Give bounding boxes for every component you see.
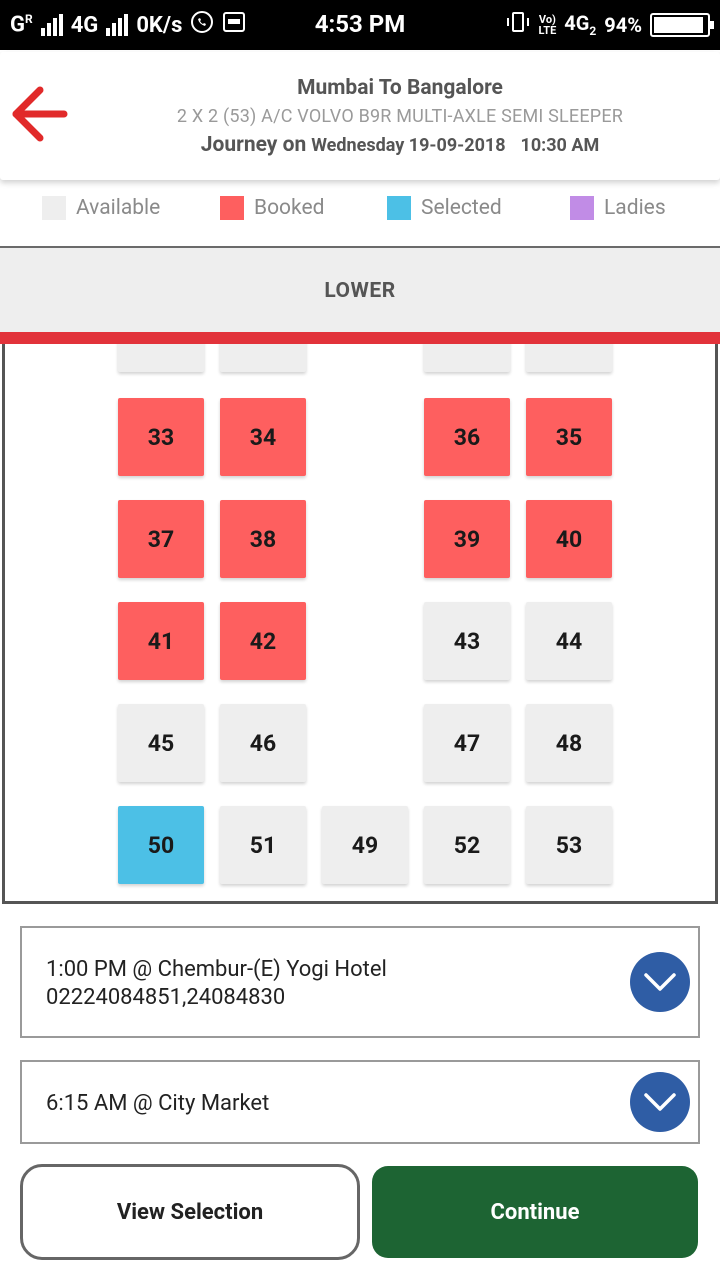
seat-legend [0,196,720,240]
seat[interactable]: 35 [526,398,612,476]
status-bar-right [505,10,710,39]
arrow-left-icon [10,84,70,144]
seat[interactable]: 47 [424,704,510,782]
legend-available [42,196,160,220]
seat[interactable]: 41 [118,602,204,680]
seat[interactable] [424,344,510,372]
battery-percent: 94% [604,12,642,37]
network-label: $G^R$ [10,12,33,38]
legend-booked [220,196,324,220]
seat[interactable]: 36 [424,398,510,476]
legend-swatch [570,196,594,220]
journey-time: 10:30 AM [520,135,600,156]
route-title: Mumbai To Bangalore [297,76,503,100]
seat[interactable] [526,344,612,372]
chevron-down-icon [643,972,677,992]
seat[interactable]: 52 [424,806,510,884]
seat-map[interactable] [2,344,718,904]
volte-indicator: Vo) LTE [538,12,557,37]
network-type: 4G [70,12,99,38]
boarding-dropdown-button[interactable] [630,952,690,1012]
legend-swatch [220,196,244,220]
bus-type: 2 X 2 (53) A/C VOLVO B9R MULTI-AXLE SEMI SLEEPER [176,106,624,127]
seat[interactable] [118,344,204,372]
tab-lower-deck[interactable]: LOWER [0,248,720,334]
status-bar [0,0,720,50]
seat[interactable]: 45 [118,704,204,782]
seat[interactable]: 50 [118,806,204,884]
tab-indicator [0,332,720,344]
seat[interactable]: 48 [526,704,612,782]
battery-icon [650,13,710,37]
seat[interactable]: 46 [220,704,306,782]
clock: 4:53 PM [314,10,406,38]
legend-ladies [570,196,666,220]
journey-label: Journey on [200,133,307,157]
journey-info [80,132,720,157]
seat[interactable]: 51 [220,806,306,884]
legend-swatch [387,196,411,220]
legend-label: Selected [421,196,502,220]
dropping-point-line1: 6:15 AM @ City Market [46,1091,270,1116]
legend-swatch [42,196,66,220]
seat[interactable]: 40 [526,500,612,578]
dropping-point-select[interactable] [20,1060,700,1144]
view-selection-button[interactable]: View Selection [20,1164,360,1260]
seat[interactable]: 43 [424,602,510,680]
seat[interactable]: 49 [322,806,408,884]
boarding-point-line1: 1:00 PM @ Chembur-(E) Yogi Hotel [46,957,387,982]
seat[interactable] [220,344,306,372]
seat[interactable]: 33 [118,398,204,476]
data-speed: 0K/s [136,12,183,38]
continue-button[interactable]: Continue [372,1166,698,1258]
trip-header [0,52,720,180]
seat[interactable]: 53 [526,806,612,884]
journey-date: Wednesday 19-09-2018 [311,135,506,156]
boarding-point-select[interactable] [20,926,700,1038]
legend-label: Booked [254,196,325,220]
chevron-down-icon [643,1092,677,1112]
seat[interactable]: 42 [220,602,306,680]
boarding-point-text [46,956,387,1012]
seat[interactable]: 34 [220,398,306,476]
seat[interactable]: 44 [526,602,612,680]
seat[interactable]: 39 [424,500,510,578]
vibrate-icon [505,10,531,39]
network-type-right: $4G_2$ [564,11,597,38]
legend-selected [387,196,502,220]
seat[interactable]: 37 [118,500,204,578]
dropping-dropdown-button[interactable] [630,1072,690,1132]
legend-label: Available [76,196,161,220]
back-button[interactable] [8,82,72,146]
seat[interactable]: 38 [220,500,306,578]
battery-level [654,17,703,33]
legend-label: Ladies [604,196,666,220]
boarding-point-line2: 02224084851,24084830 [46,985,286,1010]
